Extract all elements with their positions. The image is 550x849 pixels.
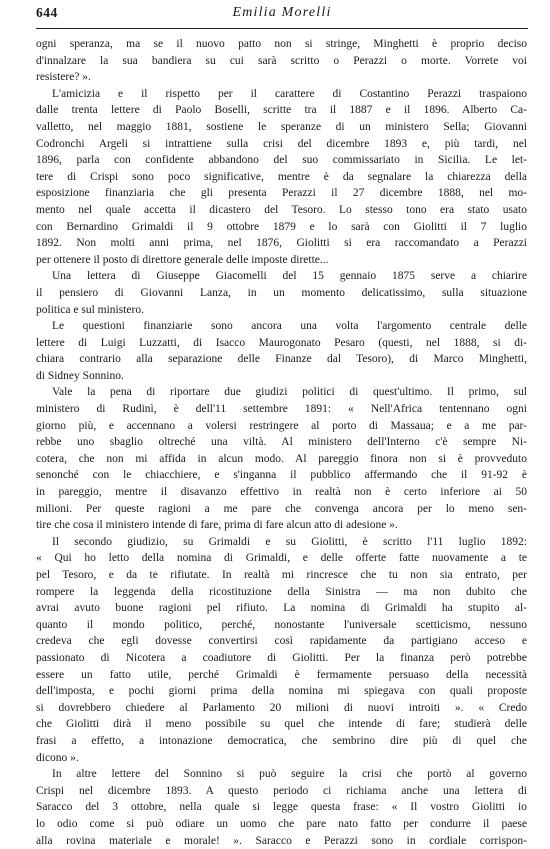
text-line: « Qui ho letto della nomina di Grimaldi, e delle offerte fatte nuovamente a te xyxy=(36,550,527,567)
text-line: giorno più, e accennano a volersi restringere al porto di Massaua; e a me par- xyxy=(36,418,527,435)
text-line: essere un fatto utile, perché Grimaldi è fermamente persuaso della necessità xyxy=(36,667,527,684)
text-line: d'innalzare la sua bandiera su cui sarà scritto o Perazzi o morte. Vorrete voi xyxy=(36,53,527,70)
text-line: ministero di Rudinì, è dell'11 settembre 1891: « Nell'Africa tentennano ogni xyxy=(36,401,527,418)
running-head-author: Emilia Morelli xyxy=(36,5,528,21)
text-line: lettere di Luigi Luzzatti, di Isacco Maurogonato Pesaro (questi, nel 1888, si di- xyxy=(36,335,527,352)
text-line: Vale la pena di riportare due giudizi politici di quest'ultimo. Il primo, sul xyxy=(36,384,527,401)
text-line: milioni. Per queste ragioni a me pare che convenga ancora per lo meno sen- xyxy=(36,501,527,518)
text-line: si dovrebbero chiedere al Parlamento 20 milioni di nuovi introiti ». « Credo xyxy=(36,700,527,717)
text-line: In altre lettere del Sonnino si può seguire la crisi che portò al governo xyxy=(36,766,527,783)
text-line: per ottenere il posto di direttore generale delle imposte dirette... xyxy=(36,252,527,269)
text-line: senonché con le chiacchiere, e s'inganna il pubblico affermando che il 91-92 è xyxy=(36,467,527,484)
text-line: rompere la leggenda della ricostituzione della Sinistra — ma non dubito che xyxy=(36,584,527,601)
text-line: dalle trenta lettere di Paolo Boselli, scritte tra il 1887 e il 1896. Alberto Ca- xyxy=(36,102,527,119)
text-line: con Bernardino Grimaldi il 9 ottobre 1879 e lo sarà con Giolitti il 7 luglio xyxy=(36,219,527,236)
text-line: tire che cosa il ministero intende di fare, prima di fare alcun atto di adesione ». xyxy=(36,517,527,534)
body-text xyxy=(36,36,527,849)
text-line: esposizione finanziaria che gli presenta Perazzi il 27 dicembre 1888, nel mo- xyxy=(36,185,527,202)
text-line: che Giolitti dirà il meno possibile su quel che intende di fare; studierà delle xyxy=(36,716,527,733)
text-line: avrai avuto buone ragioni pel rifiuto. La nomina di Grimaldi ha stupito al- xyxy=(36,600,527,617)
text-line: chiara contrario alla separazione delle Finanze dal Tesoro), di Marco Minghetti, xyxy=(36,351,527,368)
text-line: Una lettera di Giuseppe Giacomelli del 15 gennaio 1875 serve a chiarire xyxy=(36,268,527,285)
text-line: valletto, nel maggio 1881, sostiene le speranze di un ministero Sella; Giovanni xyxy=(36,119,527,136)
text-line: passionato di Nicotera a coadiutore di Giolitti. Per la finanza però potrebbe xyxy=(36,650,527,667)
text-line: il pensiero di Giovanni Lanza, in un momento delicatissimo, sulla situazione xyxy=(36,285,527,302)
text-line: lo odio come si può odiare un uomo che pare nato fatto per condurre il paese xyxy=(36,816,527,833)
text-line: L'amicizia e il rispetto per il carattere di Costantino Perazzi traspaiono xyxy=(36,86,527,103)
text-line: Saracco del 3 ottobre, nella quale si legge questa frase: « Il vostro Giolitti io xyxy=(36,799,527,816)
text-line: tere di Crispi sono poco significative, mentre è da segnalare la chiarezza della xyxy=(36,169,527,186)
text-line: Codronchi Argeli si intrattiene sulla crisi del dicembre 1893 e, più tardi, nel xyxy=(36,136,527,153)
text-line: cotera, che non mi affida in alcun modo. Al pareggio finora non si è provveduto xyxy=(36,451,527,468)
text-line: Crispi nel dicembre 1893. A questo periodo ci richiama anche una lettera di xyxy=(36,783,527,800)
text-line: Le questioni finanziarie sono ancora una volta l'argomento centrale delle xyxy=(36,318,527,335)
text-line: dicono ». xyxy=(36,750,527,767)
text-line: 1896, parla con confidente abbandono del suo commissariato in Sicilia. Le let- xyxy=(36,152,527,169)
text-line: in pareggio, mentre il disavanzo effettivo in realtà non è certo inferiore ai 50 xyxy=(36,484,527,501)
text-line: mento nel quale accetta il dicastero del Tesoro. Lo stesso tono era stato usato xyxy=(36,202,527,219)
text-line: pel Tesoro, e da te rifiutate. In realtà mi rincresce che tu non sia entrato, per xyxy=(36,567,527,584)
text-line: alla rovina materiale e morale! ». Saracco e Perazzi sono in cordiale corrispon- xyxy=(36,833,527,849)
text-line: resistere? ». xyxy=(36,69,527,86)
page-number: 644 xyxy=(36,5,58,21)
text-line: dell'imposta, e pochi giorni prima della nomina mi spiegava con quali proposte xyxy=(36,683,527,700)
text-line: di Sidney Sonnino. xyxy=(36,368,527,385)
running-header xyxy=(36,2,528,29)
text-line: frasi a effetto, a intonazione democratica, che sembrino dire più di quel che xyxy=(36,733,527,750)
text-line: 1892. Non molti anni prima, nel 1876, Giolitti si era raccomandato a Perazzi xyxy=(36,235,527,252)
text-line: politica e sul ministero. xyxy=(36,302,527,319)
text-line: rebbe uno sbaglio oltreché una viltà. Al ministero dell'Interno c'è sempre Ni- xyxy=(36,434,527,451)
text-line: credeva che egli dovesse convertirsi così rapidamente da partigiano acceso e xyxy=(36,633,527,650)
text-line: ogni speranza, ma se il nuovo patto non si stringe, Minghetti è proprio deciso xyxy=(36,36,527,53)
text-line: quanto il mondo politico, perché, nonostante l'universale scetticismo, nessuno xyxy=(36,617,527,634)
text-line: Il secondo giudizio, su Grimaldi e su Giolitti, è scritto l'11 luglio 1892: xyxy=(36,534,527,551)
